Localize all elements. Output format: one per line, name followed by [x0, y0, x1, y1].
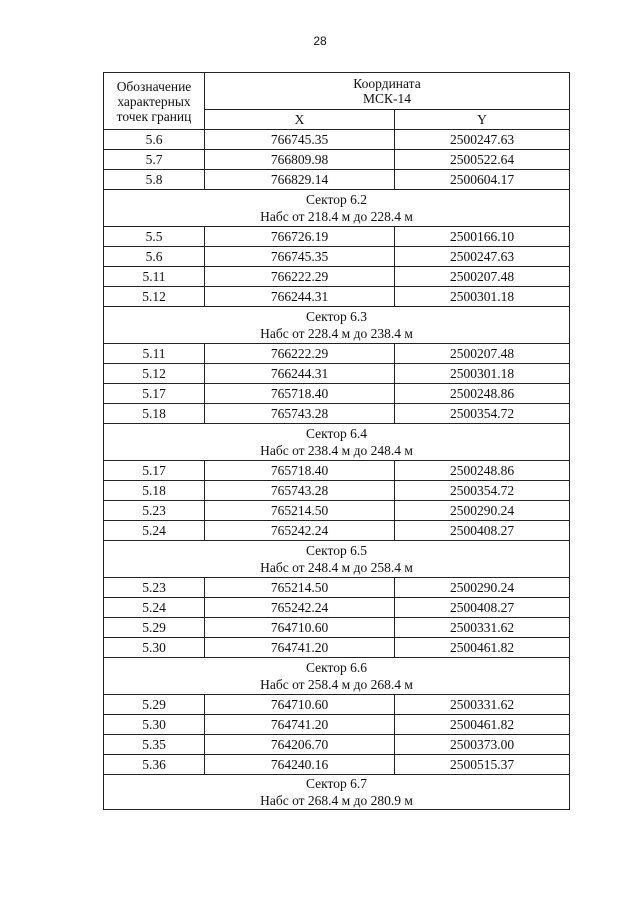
table-row	[104, 521, 570, 541]
y-coordinate-cell: 2500166.10	[395, 227, 570, 247]
sector-heading	[104, 541, 570, 578]
sector-row	[104, 775, 570, 810]
x-coordinate-cell: 765743.28	[205, 481, 395, 501]
sector-title: Сектор 6.3	[306, 309, 368, 324]
header-label-line2: характерных	[117, 93, 191, 109]
point-id-cell: 5.30	[104, 638, 205, 658]
header-coord-line2: МСК-14	[363, 91, 412, 106]
sector-row	[104, 190, 570, 227]
x-coordinate-cell: 764710.60	[205, 695, 395, 715]
y-coordinate-cell: 2500301.18	[395, 287, 570, 307]
y-coordinate-cell: 2500515.37	[395, 755, 570, 775]
table-row	[104, 287, 570, 307]
x-coordinate-cell: 765214.50	[205, 578, 395, 598]
header-label-line1: Обозначение	[116, 78, 192, 94]
x-coordinate-cell: 765242.24	[205, 598, 395, 618]
sector-heading	[104, 775, 570, 810]
x-coordinate-cell: 766222.29	[205, 344, 395, 364]
x-coordinate-cell: 764710.60	[205, 618, 395, 638]
point-id-cell: 5.29	[104, 695, 205, 715]
point-id-cell: 5.24	[104, 598, 205, 618]
sector-heading	[104, 190, 570, 227]
point-id-cell: 5.6	[104, 247, 205, 267]
x-coordinate-cell: 765718.40	[205, 384, 395, 404]
x-coordinate-cell: 766745.35	[205, 247, 395, 267]
sector-row	[104, 541, 570, 578]
y-coordinate-cell: 2500522.64	[395, 150, 570, 170]
sector-title: Сектор 6.6	[306, 660, 368, 675]
y-coordinate-cell: 2500461.82	[395, 638, 570, 658]
y-coordinate-cell: 2500354.72	[395, 404, 570, 424]
sector-row	[104, 307, 570, 344]
table-body	[104, 73, 570, 810]
x-coordinate-cell: 765743.28	[205, 404, 395, 424]
sector-height-range: Набс от 268.4 м до 280.9 м	[260, 793, 413, 808]
x-coordinate-cell: 766809.98	[205, 150, 395, 170]
point-id-cell: 5.17	[104, 461, 205, 481]
point-id-cell: 5.11	[104, 267, 205, 287]
header-point-label	[104, 73, 205, 130]
y-coordinate-cell: 2500207.48	[395, 267, 570, 287]
table-row	[104, 150, 570, 170]
table-row	[104, 461, 570, 481]
coordinates-table	[103, 72, 570, 810]
y-coordinate-cell: 2500247.63	[395, 130, 570, 150]
y-coordinate-cell: 2500301.18	[395, 364, 570, 384]
table-row	[104, 364, 570, 384]
table-row	[104, 755, 570, 775]
table-row	[104, 618, 570, 638]
table-row	[104, 227, 570, 247]
x-coordinate-cell: 764206.70	[205, 735, 395, 755]
x-coordinate-cell: 766726.19	[205, 227, 395, 247]
table-row	[104, 578, 570, 598]
x-coordinate-cell: 766829.14	[205, 170, 395, 190]
table-row	[104, 501, 570, 521]
header-label-line3: точек границ	[116, 108, 192, 124]
point-id-cell: 5.36	[104, 755, 205, 775]
x-coordinate-cell: 765242.24	[205, 521, 395, 541]
sector-height-range: Набс от 248.4 м до 258.4 м	[260, 560, 413, 575]
point-id-cell: 5.7	[104, 150, 205, 170]
header-row	[104, 73, 570, 110]
table-row	[104, 695, 570, 715]
sector-height-range: Набс от 228.4 м до 238.4 м	[260, 326, 413, 341]
point-id-cell: 5.6	[104, 130, 205, 150]
table-row	[104, 715, 570, 735]
x-coordinate-cell: 765718.40	[205, 461, 395, 481]
sector-title: Сектор 6.2	[306, 192, 368, 207]
x-coordinate-cell: 766745.35	[205, 130, 395, 150]
x-coordinate-cell: 764741.20	[205, 715, 395, 735]
point-id-cell: 5.17	[104, 384, 205, 404]
sector-title: Сектор 6.4	[306, 426, 368, 441]
y-coordinate-cell: 2500290.24	[395, 578, 570, 598]
point-id-cell: 5.23	[104, 501, 205, 521]
y-coordinate-cell: 2500408.27	[395, 521, 570, 541]
y-coordinate-cell: 2500373.00	[395, 735, 570, 755]
table-row	[104, 481, 570, 501]
y-coordinate-cell: 2500248.86	[395, 461, 570, 481]
point-id-cell: 5.30	[104, 715, 205, 735]
table-row	[104, 344, 570, 364]
sector-heading	[104, 658, 570, 695]
header-coord-line1: Координата	[353, 76, 421, 91]
header-y: Y	[395, 110, 570, 130]
sector-height-range: Набс от 258.4 м до 268.4 м	[260, 677, 413, 692]
point-id-cell: 5.5	[104, 227, 205, 247]
table-row	[104, 735, 570, 755]
point-id-cell: 5.11	[104, 344, 205, 364]
point-id-cell: 5.18	[104, 404, 205, 424]
sector-height-range: Набс от 218.4 м до 228.4 м	[260, 209, 413, 224]
x-coordinate-cell: 766222.29	[205, 267, 395, 287]
sector-row	[104, 658, 570, 695]
table-row	[104, 170, 570, 190]
x-coordinate-cell: 766244.31	[205, 287, 395, 307]
x-coordinate-cell: 764741.20	[205, 638, 395, 658]
y-coordinate-cell: 2500354.72	[395, 481, 570, 501]
point-id-cell: 5.29	[104, 618, 205, 638]
table-row	[104, 130, 570, 150]
header-x: X	[205, 110, 395, 130]
point-id-cell: 5.35	[104, 735, 205, 755]
y-coordinate-cell: 2500290.24	[395, 501, 570, 521]
y-coordinate-cell: 2500248.86	[395, 384, 570, 404]
page-number: 28	[313, 34, 327, 48]
point-id-cell: 5.12	[104, 364, 205, 384]
table-row	[104, 247, 570, 267]
table-row	[104, 384, 570, 404]
sector-heading	[104, 424, 570, 461]
y-coordinate-cell: 2500331.62	[395, 695, 570, 715]
sector-row	[104, 424, 570, 461]
x-coordinate-cell: 765214.50	[205, 501, 395, 521]
y-coordinate-cell: 2500604.17	[395, 170, 570, 190]
point-id-cell: 5.12	[104, 287, 205, 307]
table-row	[104, 638, 570, 658]
y-coordinate-cell: 2500461.82	[395, 715, 570, 735]
header-coordinate	[205, 73, 570, 110]
sector-heading	[104, 307, 570, 344]
x-coordinate-cell: 764240.16	[205, 755, 395, 775]
table-row	[104, 404, 570, 424]
sector-height-range: Набс от 238.4 м до 248.4 м	[260, 443, 413, 458]
y-coordinate-cell: 2500207.48	[395, 344, 570, 364]
point-id-cell: 5.18	[104, 481, 205, 501]
x-coordinate-cell: 766244.31	[205, 364, 395, 384]
table-row	[104, 598, 570, 618]
sector-title: Сектор 6.5	[306, 543, 368, 558]
point-id-cell: 5.23	[104, 578, 205, 598]
point-id-cell: 5.8	[104, 170, 205, 190]
point-id-cell: 5.24	[104, 521, 205, 541]
y-coordinate-cell: 2500247.63	[395, 247, 570, 267]
y-coordinate-cell: 2500408.27	[395, 598, 570, 618]
table-row	[104, 267, 570, 287]
y-coordinate-cell: 2500331.62	[395, 618, 570, 638]
sector-title: Сектор 6.7	[306, 776, 368, 791]
